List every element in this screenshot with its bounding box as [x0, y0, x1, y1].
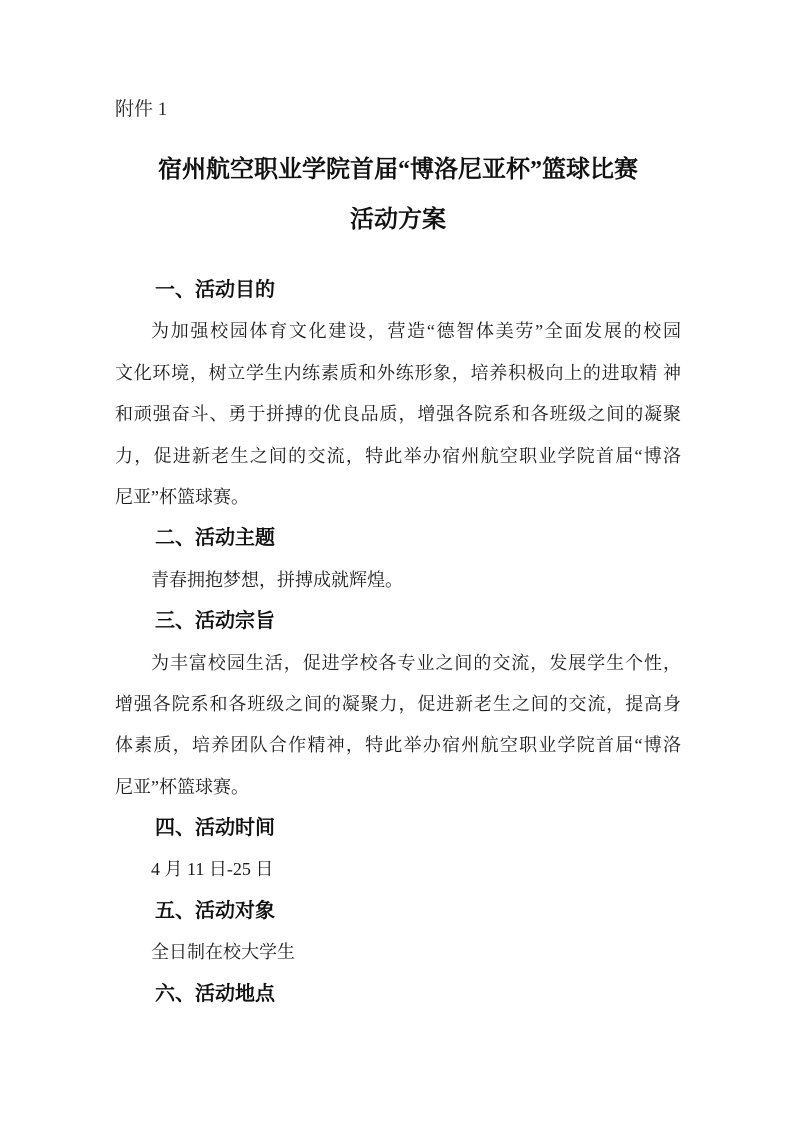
- paragraph-line: 力，促进新老生之间的交流，特此举办宿州航空职业学院首届“博洛: [115, 445, 681, 466]
- attachment-label: 附件 1: [115, 99, 168, 120]
- section-heading-target: 五、活动对象: [155, 899, 275, 922]
- document-body: [115, 270, 681, 1015]
- document-title: [115, 145, 681, 245]
- document-content: [115, 0, 681, 1015]
- section-heading-time: 四、活动时间: [155, 817, 275, 840]
- section-heading-location: 六、活动地点: [155, 982, 275, 1005]
- document-title-line-1: 宿州航空职业学院首届“博洛尼亚杯”篮球比赛: [158, 157, 638, 183]
- paragraph-line: 文化环境，树立学生内练素质和外练形象，培养积极向上的进取精 神: [115, 362, 681, 383]
- section-heading-aim: 三、活动宗旨: [155, 610, 275, 633]
- paragraph-line: 为加强校园体育文化建设，营造“德智体美劳”全面发展的校园: [151, 321, 681, 342]
- paragraph-line: 4 月 11 日-25 日: [151, 859, 274, 880]
- paragraph-line: 青春拥抱梦想，拼搏成就辉煌。: [151, 569, 403, 590]
- paragraph-line: 为丰富校园生活，促进学校各专业之间的交流，发展学生个性，: [151, 652, 681, 673]
- paragraph-line: 尼亚”杯篮球赛。: [115, 486, 249, 507]
- paragraph-line: 尼亚”杯篮球赛。: [115, 776, 249, 797]
- document-title-line-2: 活动方案: [350, 207, 446, 233]
- paragraph-line: 体素质，培养团队合作精神，特此举办宿州航空职业学院首届“博洛: [115, 735, 681, 756]
- section-heading-purpose: 一、活动目的: [155, 279, 275, 301]
- paragraph-line: 全日制在校大学生: [151, 942, 295, 963]
- paragraph-line: 增强各院系和各班级之间的凝聚力，促进新老生之间的交流，提高身: [115, 693, 681, 714]
- section-heading-theme: 二、活动主题: [155, 527, 275, 550]
- paragraph-line: 和顽强奋斗、勇于拼搏的优良品质，增强各院系和各班级之间的凝聚: [115, 404, 681, 425]
